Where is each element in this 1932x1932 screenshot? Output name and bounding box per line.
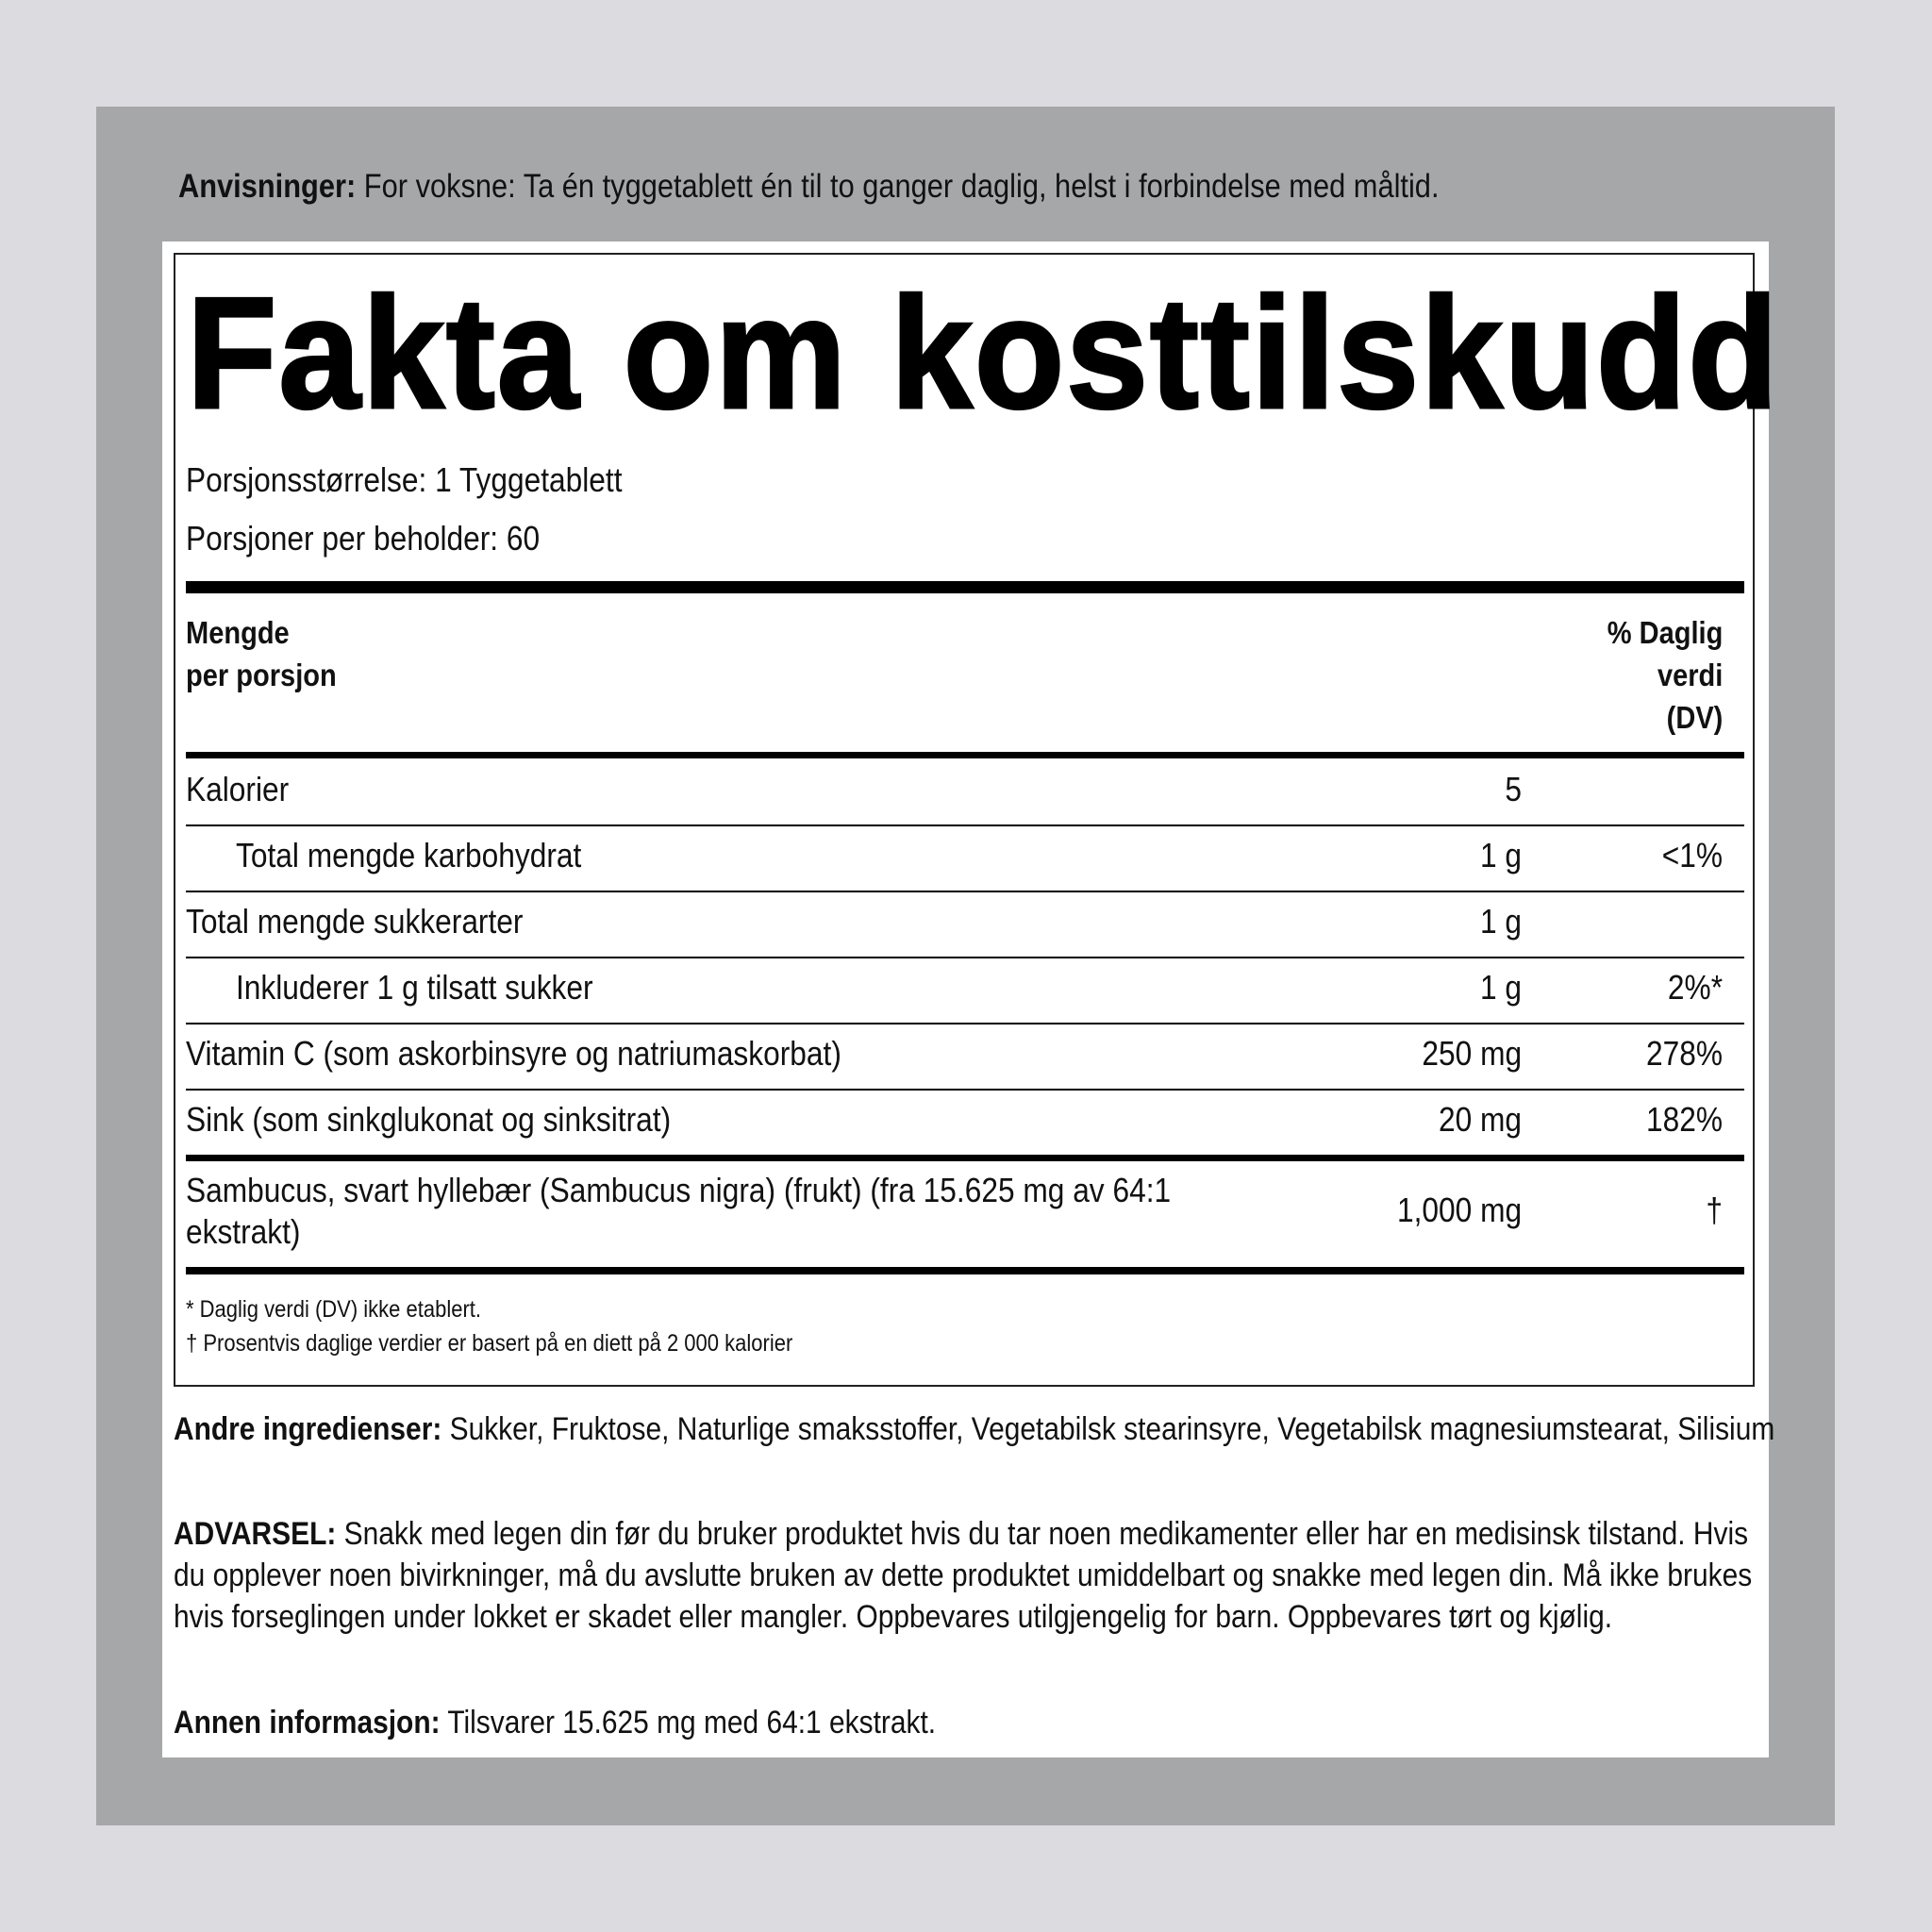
warning: [174, 1513, 1775, 1638]
table-row-dv: 278%: [1645, 1034, 1723, 1073]
table-row-amount: 20 mg: [1438, 1100, 1522, 1139]
footnote-dagger: † Prosentvis daglige verdier er basert på en diett på 2 000 kalorier: [186, 1330, 793, 1357]
amount-header-line2: per porsjon: [186, 658, 337, 692]
row-divider: [186, 1023, 1744, 1024]
other-ingredients-text: Sukker, Fruktose, Naturlige smaksstoffer, Vegetabilsk stearinsyre, Vegetabilsk magnesiumstearat, Silisium: [441, 1411, 1775, 1447]
other-ingredients: [174, 1408, 1775, 1450]
other-info-label: Annen informasjon:: [174, 1705, 441, 1740]
table-row-amount: 1 g: [1479, 902, 1522, 941]
dv-header-line3: (DV): [1666, 700, 1723, 735]
directions-label: Anvisninger:: [178, 168, 357, 205]
other-ingredients-label: Andre ingredienser:: [174, 1411, 442, 1447]
dv-header-line2: verdi: [1657, 658, 1723, 692]
row-divider: [186, 824, 1744, 826]
servings-per-container: Porsjoner per beholder: 60: [186, 519, 541, 558]
table-row-dv: 2%*: [1667, 968, 1723, 1007]
dv-header-line1: % Daglig: [1607, 615, 1723, 650]
sambucus-name: [186, 1170, 1171, 1253]
footnote-dv: * Daglig verdi (DV) ikke etablert.: [186, 1296, 482, 1323]
sambucus-amount: 1,000 mg: [1396, 1191, 1522, 1229]
facts-title: Fakta om kosttilskudd: [187, 264, 1780, 441]
table-row-dv: <1%: [1661, 836, 1723, 874]
table-row-name: Vitamin C (som askorbinsyre og natriumaskorbat): [186, 1034, 841, 1073]
row-divider: [186, 957, 1744, 958]
other-info-text: Tilsvarer 15.625 mg med 64:1 ekstrakt.: [440, 1705, 937, 1740]
table-row-amount: 1 g: [1479, 968, 1522, 1007]
amount-header-line1: Mengde: [186, 615, 290, 650]
sambucus-line2: ekstrakt): [186, 1212, 301, 1251]
table-row-name: Sink (som sinkglukonat og sinksitrat): [186, 1100, 672, 1139]
thick-rule: [186, 581, 1744, 593]
table-row-amount: 1 g: [1479, 836, 1522, 874]
row-divider: [186, 1089, 1744, 1091]
table-row-name: Total mengde sukkerarter: [186, 902, 524, 941]
directions: [178, 168, 1440, 206]
warning-text: Snakk med legen din før du bruker produktet hvis du tar noen medikamenter eller har en medisinsk tilstand. Hvis du opplever noen bivirkninger, må du avslutte bruken av dette produktet umiddelbart og snakke med legen din. Må ikke brukes hvis forseglingen under lokket er skadet eller mangler. Oppbevares utilgjengelig for barn. Oppbevares tørt og kjølig.: [174, 1516, 1753, 1635]
amount-header: [186, 611, 337, 696]
table-row-amount: 5: [1505, 770, 1522, 808]
sambucus-dv: †: [1706, 1191, 1723, 1229]
header-rule: [186, 752, 1744, 758]
dv-header: [1607, 611, 1723, 739]
table-row-dv: 182%: [1645, 1100, 1723, 1139]
directions-text: For voksne: Ta én tyggetablett én til to ganger daglig, helst i forbindelse med måltid.: [356, 168, 1440, 205]
bottom-rule: [186, 1267, 1744, 1274]
other-info: [174, 1702, 1775, 1743]
table-row-amount: 250 mg: [1422, 1034, 1522, 1073]
table-row-name: Inkluderer 1 g tilsatt sukker: [236, 968, 593, 1007]
table-row-name: Kalorier: [186, 770, 290, 808]
table-row-name: Total mengde karbohydrat: [236, 836, 582, 874]
serving-size: Porsjonsstørrelse: 1 Tyggetablett: [186, 460, 623, 499]
sambucus-line1: Sambucus, svart hyllebær (Sambucus nigra) (frukt) (fra 15.625 mg av 64:1: [186, 1171, 1172, 1209]
row-divider: [186, 891, 1744, 892]
warning-label: ADVARSEL:: [174, 1516, 337, 1552]
section-rule: [186, 1155, 1744, 1161]
